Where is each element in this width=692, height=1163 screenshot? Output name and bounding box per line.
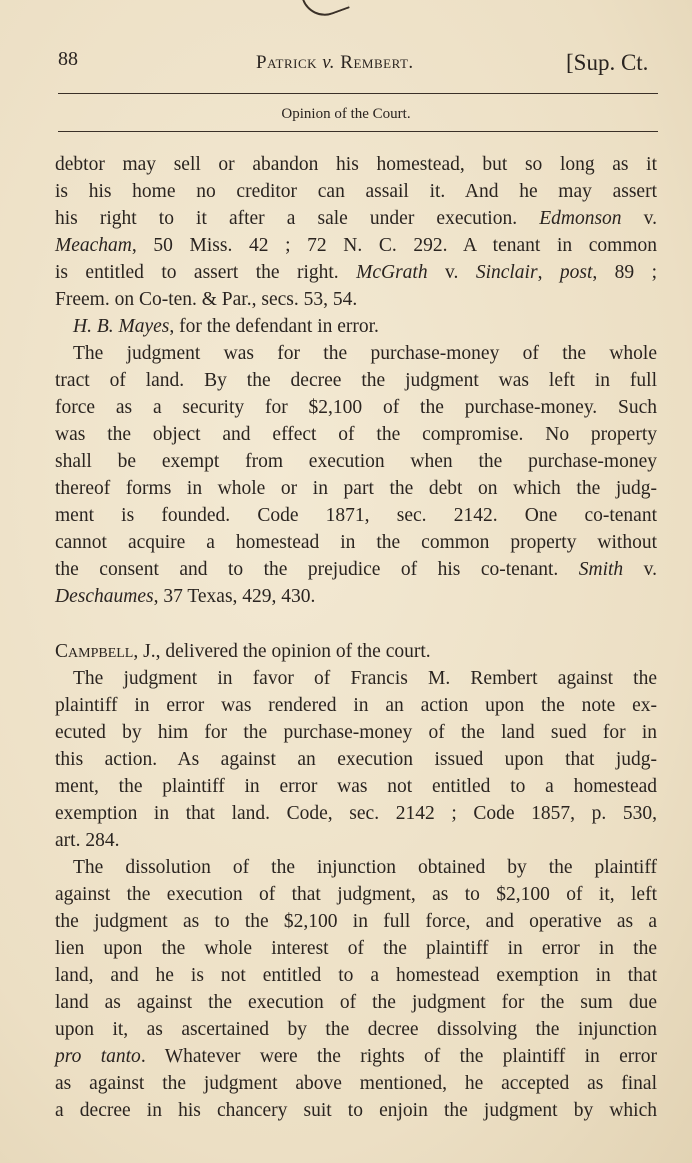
text-segment: Meacham bbox=[55, 235, 132, 256]
text-segment: upon it, as ascertained by the decree dissolving the injunction bbox=[55, 1019, 657, 1040]
text-line bbox=[55, 340, 657, 367]
text-line bbox=[55, 556, 657, 583]
text-line bbox=[55, 448, 657, 475]
text-line bbox=[55, 827, 657, 854]
text-segment: Freem. on Co-ten. & Par., secs. 53, 54. bbox=[55, 289, 358, 310]
text-line bbox=[55, 746, 657, 773]
text-line bbox=[55, 962, 657, 989]
text-line bbox=[55, 313, 657, 340]
text-line bbox=[55, 178, 657, 205]
text-segment: thereof forms in whole or in part the debt on which the judg- bbox=[55, 478, 657, 499]
text-line bbox=[55, 205, 657, 232]
text-line bbox=[55, 719, 657, 746]
section-subheader: Opinion of the Court. bbox=[281, 106, 411, 122]
text-segment: debtor may sell or abandon his homestead, but so long as it bbox=[55, 154, 657, 175]
text-line bbox=[55, 529, 657, 556]
text-segment: his right to it after a sale under execution. bbox=[55, 208, 540, 229]
text-segment: was the object and effect of the compromise. No property bbox=[55, 424, 657, 445]
text-segment: ecuted by him for the purchase-money of the land sued for in bbox=[55, 722, 657, 743]
text-segment: . Whatever were the rights of the plaintiff in error bbox=[140, 1046, 658, 1067]
text-segment: McGrath bbox=[356, 262, 428, 283]
ink-mark bbox=[302, 0, 350, 22]
text-line bbox=[55, 773, 657, 800]
text-segment: exemption in that land. Code, sec. 2142 ; Code 1857, p. 530, bbox=[55, 803, 657, 824]
text-segment: , 50 Miss. 42 ; 72 N. C. 292. A tenant in common bbox=[131, 235, 657, 256]
text-line bbox=[55, 1097, 657, 1124]
text-line bbox=[55, 908, 657, 935]
text-line bbox=[55, 800, 657, 827]
text-line bbox=[55, 394, 657, 421]
text-line bbox=[55, 692, 657, 719]
text-segment: v. bbox=[623, 559, 658, 580]
text-line bbox=[55, 367, 657, 394]
text-segment: Deschaumes bbox=[55, 586, 154, 607]
text-segment: tract of land. By the decree the judgment was left in full bbox=[55, 370, 657, 391]
subheader-rule bbox=[58, 131, 658, 132]
text-line bbox=[55, 151, 657, 178]
text-segment: is his home no creditor can assail it. And he may assert bbox=[55, 181, 657, 202]
text-segment: Smith bbox=[578, 559, 624, 580]
text-line bbox=[55, 583, 657, 638]
text-segment: , 37 Texas, 429, 430. bbox=[153, 586, 316, 607]
text-segment: Sinclair bbox=[475, 262, 538, 283]
running-title bbox=[256, 52, 414, 74]
text-line bbox=[55, 881, 657, 908]
text-segment: The judgment was for the purchase-money of the whole bbox=[73, 343, 657, 364]
text-segment: , for the defendant in error. bbox=[169, 316, 379, 337]
court-label: [Sup. Ct. bbox=[566, 50, 649, 75]
text-segment: lien upon the whole interest of the plaintiff in error in the bbox=[55, 938, 657, 959]
text-segment: H. B. Mayes bbox=[73, 316, 170, 337]
versus: v. bbox=[322, 52, 336, 73]
text-line bbox=[55, 286, 657, 313]
text-segment: land as against the execution of the judgment for the sum due bbox=[55, 992, 657, 1013]
text-segment: is entitled to assert the right. bbox=[55, 262, 357, 283]
text-segment: plaintiff in error was rendered in an action upon the note ex- bbox=[55, 695, 657, 716]
text-line bbox=[55, 502, 657, 529]
text-segment: the judgment as to the $2,100 in full force, and operative as a bbox=[55, 911, 657, 932]
text-segment: this action. As against an execution issued upon that judg- bbox=[55, 749, 657, 770]
text-segment: force as a security for $2,100 of the purchase-money. Such bbox=[55, 397, 657, 418]
text-line bbox=[55, 232, 657, 259]
text-segment: shall be exempt from execution when the purchase-money bbox=[55, 451, 657, 472]
text-line bbox=[55, 665, 657, 692]
text-segment: against the execution of that judgment, as to $2,100 of it, left bbox=[55, 884, 657, 905]
text-segment: post bbox=[559, 262, 593, 283]
text-segment: ment is founded. Code 1871, sec. 2142. One co-tenant bbox=[55, 505, 657, 526]
text-segment: as against the judgment above mentioned, he accepted as final bbox=[55, 1073, 657, 1094]
text-segment: cannot acquire a homestead in the common property without bbox=[55, 532, 657, 553]
text-line bbox=[55, 935, 657, 962]
text-line bbox=[55, 989, 657, 1016]
text-segment: Campbell bbox=[55, 641, 134, 662]
text-line bbox=[55, 854, 657, 881]
text-line bbox=[55, 475, 657, 502]
text-line bbox=[55, 1043, 657, 1070]
text-segment: v. bbox=[621, 208, 657, 229]
party-b: Rembert. bbox=[340, 52, 414, 73]
text-segment: The judgment in favor of Francis M. Rembert against the bbox=[73, 668, 657, 689]
text-segment: , 89 ; bbox=[592, 262, 658, 283]
text-line bbox=[55, 259, 657, 286]
text-segment: v. bbox=[427, 262, 476, 283]
text-line bbox=[55, 1016, 657, 1043]
text-segment: land, and he is not entitled to a homestead exemption in that bbox=[55, 965, 657, 986]
text-segment: art. 284. bbox=[55, 830, 120, 851]
body-text bbox=[55, 151, 657, 1124]
text-segment: ment, the plaintiff in error was not entitled to a homestead bbox=[55, 776, 657, 797]
text-segment: pro tanto bbox=[55, 1046, 141, 1067]
text-line bbox=[55, 638, 657, 665]
text-segment: the consent and to the prejudice of his co-tenant. bbox=[55, 559, 579, 580]
text-segment: , J., delivered the opinion of the court. bbox=[133, 641, 431, 662]
text-segment: The dissolution of the injunction obtained by the plaintiff bbox=[73, 857, 657, 878]
text-line bbox=[55, 1070, 657, 1097]
party-a: Patrick bbox=[256, 52, 318, 73]
text-segment: , bbox=[537, 262, 560, 283]
text-segment: a decree in his chancery suit to enjoin the judgment by which bbox=[55, 1100, 657, 1121]
header-rule bbox=[58, 93, 658, 94]
text-line bbox=[55, 421, 657, 448]
text-segment: Edmonson bbox=[539, 208, 622, 229]
page-number: 88 bbox=[58, 48, 78, 70]
